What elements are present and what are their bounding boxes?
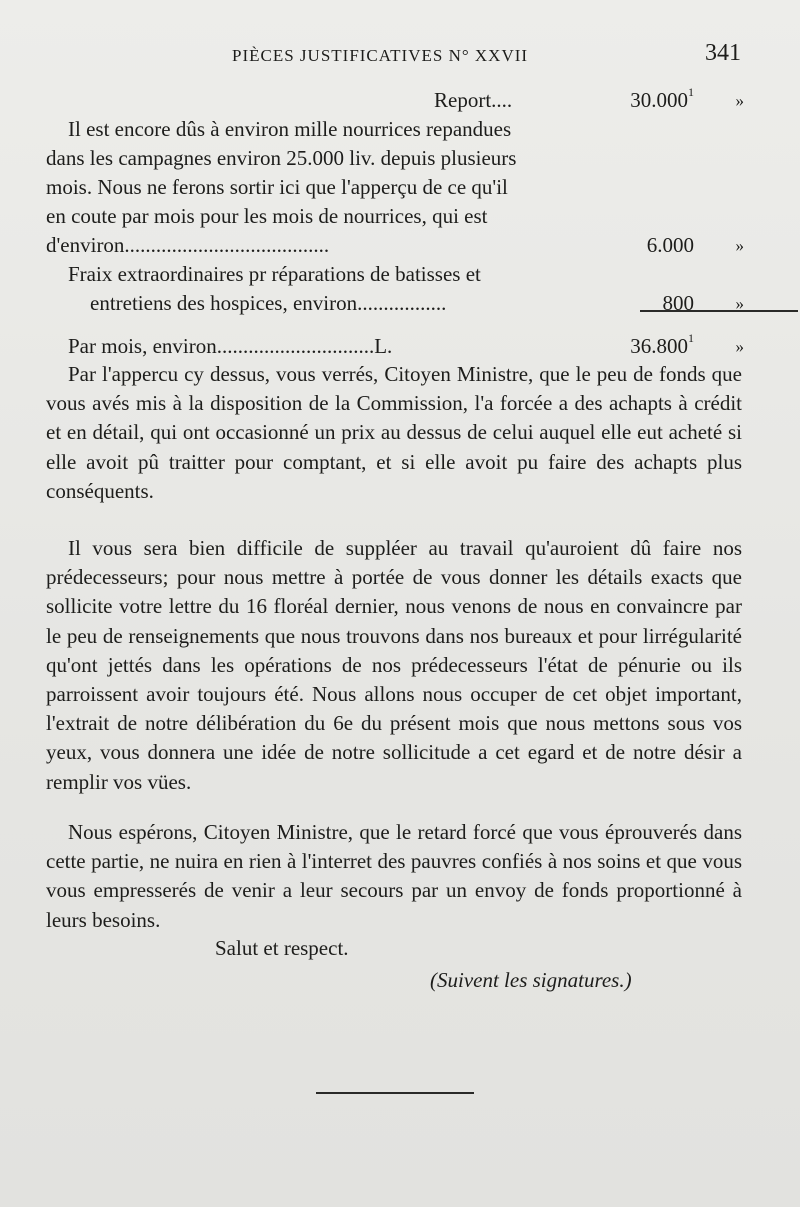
nourrices-line-2: dans les campagnes environ 25.000 liv. depuis plusieurs [46,146,517,170]
report-amount-note: 1 [688,85,694,99]
report-label: Report.... [434,88,513,112]
nourrices-mark: » [735,236,744,255]
nourrices-line-4: en coute par mois pour les mois de nourrices, qui est [46,204,488,228]
paragraph-esperons: Nous espérons, Citoyen Ministre, que le retard forcé que vous éprouverés dans cette partie, ne nuira en rien à l'interret des pauvres confiés à nos soins et que vous vous empresserés de venir a leur secours par un envoy de fonds proportionné à leurs besoins. [46,820,742,932]
total-row [46,332,756,361]
frais-line-1: Fraix extraordinaires pr réparations de batisses et [68,262,481,286]
paragraph-predecesseurs: Il vous sera bien difficile de suppléer au travail qu'auroient dû faire nos prédecesseurs; pour nous mettre à portée de vous donner les détails exacts que sollicite votre lettre du 16 floréal dernier, nous venons de nous en convaincre par le peu de renseignements que nous trouvons dans nos bureaux et pour lirrégularité qu'ont jettés dans les opérations de nos prédecesseurs l'état de pénurie ou ils parroissent avoir toujours été. Nous allons nous occuper de cet objet important, l'extrait de notre délibération du 6e du présent mois que nous mettons sous vos yeux, vous donnera une idée de notre sollicitude a cet egard et de notre désir a remplir vos vües. [46,536,742,794]
frais-mark: » [735,294,744,313]
frais-row [46,289,756,318]
signatures-note: (Suivent les signatures.) [430,968,632,992]
total-amount: 36.800$^1$ [630,331,694,358]
frais-line-2: entretiens des hospices, environ................. [90,291,447,315]
report-mark: » [735,91,744,110]
nourrices-line-1: Il est encore dûs à environ mille nourrices repandues [68,117,512,141]
nourrices-line [46,115,756,144]
report-row [46,86,756,115]
page-header [0,40,800,80]
page-number: 341 [705,40,741,66]
report-amount: 30.000$^1$ [630,85,694,112]
running-title: PIÈCES JUSTIFICATIVES N° XXVII [232,46,529,65]
total-label: Par mois, environ..............................L. [68,334,393,358]
nourrices-line [46,173,756,202]
frais-amount: 800 [662,291,694,315]
frais-line [46,260,756,289]
total-amount-note: 1 [688,331,694,345]
sum-rule [640,310,798,312]
paragraph-appercu: Par l'appercu cy dessus, vous verrés, Citoyen Ministre, que le peu de fonds que vous avés mis à la disposition de la Commission, l'a forcée a des achapts à crédit et en détail, qui ont occasionné un prix au dessus de celui auquel elle eut acheté si elle avoit pû traitter pour comptant, et si elle avoit pu faire des achapts plus conséquents. [46,362,742,503]
nourrices-row [46,231,756,260]
end-rule [316,1092,474,1094]
closing-salutation: Salut et respect. [215,936,349,960]
total-mark: » [735,337,744,356]
nourrices-line [46,144,756,173]
nourrices-line [46,202,756,231]
nourrices-amount: 6.000 [646,233,694,257]
ledger-block [46,86,756,361]
nourrices-line-3: mois. Nous ne ferons sortir ici que l'apperçu de ce qu'il [46,175,508,199]
nourrices-last-line: d'environ....................................... [46,233,330,257]
